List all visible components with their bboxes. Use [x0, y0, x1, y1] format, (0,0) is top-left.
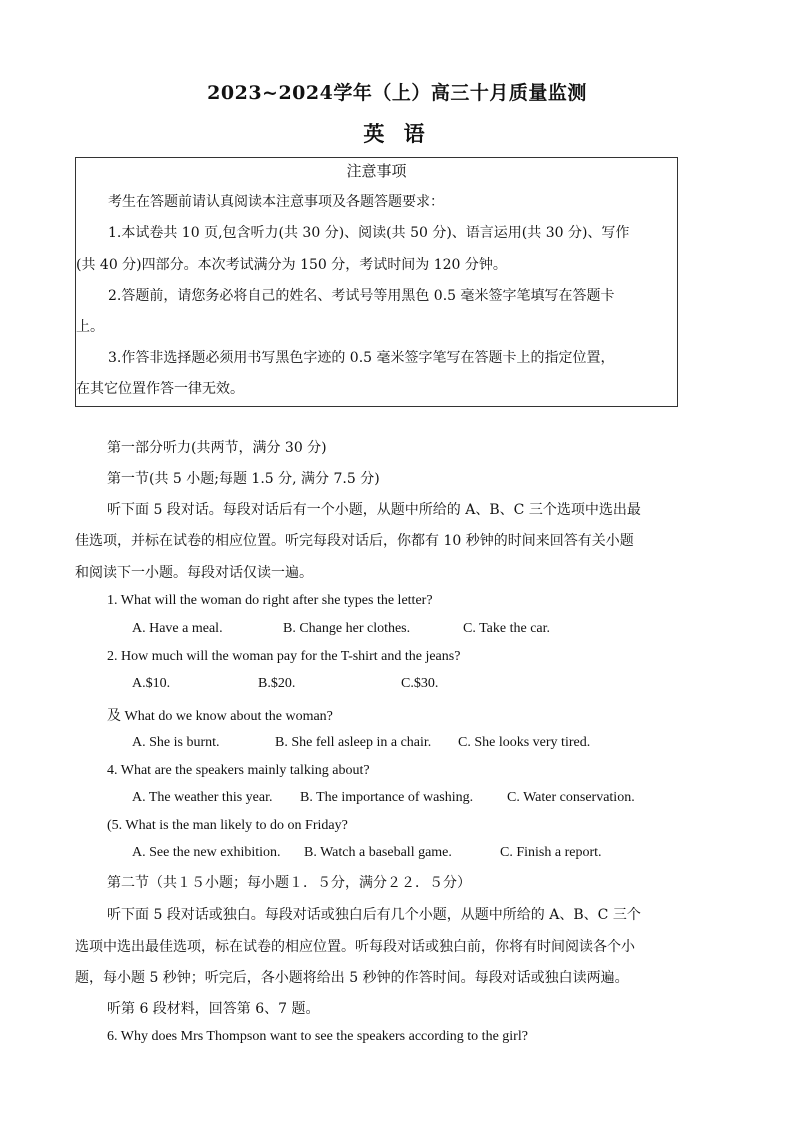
- notice-line: 上。: [76, 319, 104, 335]
- option-b: B. She fell asleep in a chair.: [275, 735, 432, 750]
- notice-line: (共 40 分)四部分。本次考试满分为 150 分，考试时间为 120 分钟。: [76, 257, 507, 273]
- question-5: (5. What is the man likely to do on Friday?: [107, 818, 348, 833]
- option-a: A. She is burnt.: [132, 735, 220, 750]
- question-1: 1. What will the woman do right after she types the letter?: [107, 593, 433, 608]
- section1-heading: 第一节(共 5 小题;每题 1.5 分, 满分 7.5 分): [107, 471, 380, 487]
- option-a: A. See the new exhibition.: [132, 845, 281, 860]
- instruction-line: 和阅读下一小题。每段对话仅读一遍。: [75, 565, 313, 581]
- question-3: 及 What do we know about the woman?: [107, 709, 333, 724]
- exam-title: 2023~2024学年（上）高三十月质量监测: [207, 82, 587, 104]
- notice-line: 考生在答题前请认真阅读本注意事项及各题答题要求：: [108, 194, 444, 210]
- option-b: B. The importance of washing.: [300, 790, 474, 805]
- notice-box: [75, 157, 678, 407]
- question-2: 2. How much will the woman pay for the T-shirt and the jeans?: [107, 649, 461, 664]
- section2-heading: 第二节（共１５小题；每小题１．５分，满分２２．５分）: [107, 875, 471, 891]
- option-c: C.$30.: [401, 676, 439, 691]
- instruction-line: 听下面 5 段对话。每段对话后有一个小题，从题中所给的 A、B、C 三个选项中选出最: [107, 502, 641, 518]
- notice-heading: 注意事项: [346, 162, 407, 180]
- instruction-line: 佳选项，并标在试卷的相应位置。听完每段对话后，你都有 10 秒钟的时间来回答有关小题: [75, 533, 634, 549]
- question-4: 4. What are the speakers mainly talking about?: [107, 763, 370, 778]
- option-c: C. Water conservation.: [507, 790, 635, 805]
- question-6: 6. Why does Mrs Thompson want to see the speakers according to the girl?: [107, 1029, 528, 1044]
- option-a: A. The weather this year.: [132, 790, 273, 805]
- part1-heading: 第一部分听力(共两节，满分 30 分): [107, 440, 327, 456]
- option-c: C. Take the car.: [463, 621, 551, 636]
- subject-title: 英 语: [363, 121, 431, 146]
- option-c: C. Finish a report.: [500, 845, 602, 860]
- option-b: B. Watch a baseball game.: [304, 845, 452, 860]
- notice-line: 3.作答非选择题必须用书写黑色字迹的 0.5 毫米签字笔写在答题卡上的指定位置，: [108, 350, 615, 366]
- instruction-line: 听下面 5 段对话或独白。每段对话或独白后有几个小题，从题中所给的 A、B、C 三个: [107, 907, 641, 923]
- instruction-line: 题，每小题 5 秒钟；听完后，各小题将给出 5 秒钟的作答时间。每段对话或独白读两遍。: [75, 970, 629, 986]
- notice-line: 在其它位置作答一律无效。: [76, 381, 244, 397]
- notice-line: 2.答题前，请您务必将自己的姓名、考试号等用黑色 0.5 毫米签字笔填写在答题卡: [108, 288, 615, 304]
- option-b: B.$20.: [258, 676, 296, 691]
- material-6-heading: 听第 6 段材料，回答第 6、7 题。: [107, 1001, 320, 1017]
- notice-line: 1.本试卷共 10 页,包含听力(共 30 分)、阅读(共 50 分)、语言运用(共 30 分)、写作: [108, 225, 630, 241]
- instruction-line: 选项中选出最佳选项，标在试卷的相应位置。听每段对话或独白前，你将有时间阅读各个小: [75, 939, 635, 955]
- option-a: A. Have a meal.: [132, 621, 223, 636]
- option-b: B. Change her clothes.: [283, 621, 411, 636]
- option-a: A.$10.: [132, 676, 171, 691]
- option-c: C. She looks very tired.: [458, 735, 591, 750]
